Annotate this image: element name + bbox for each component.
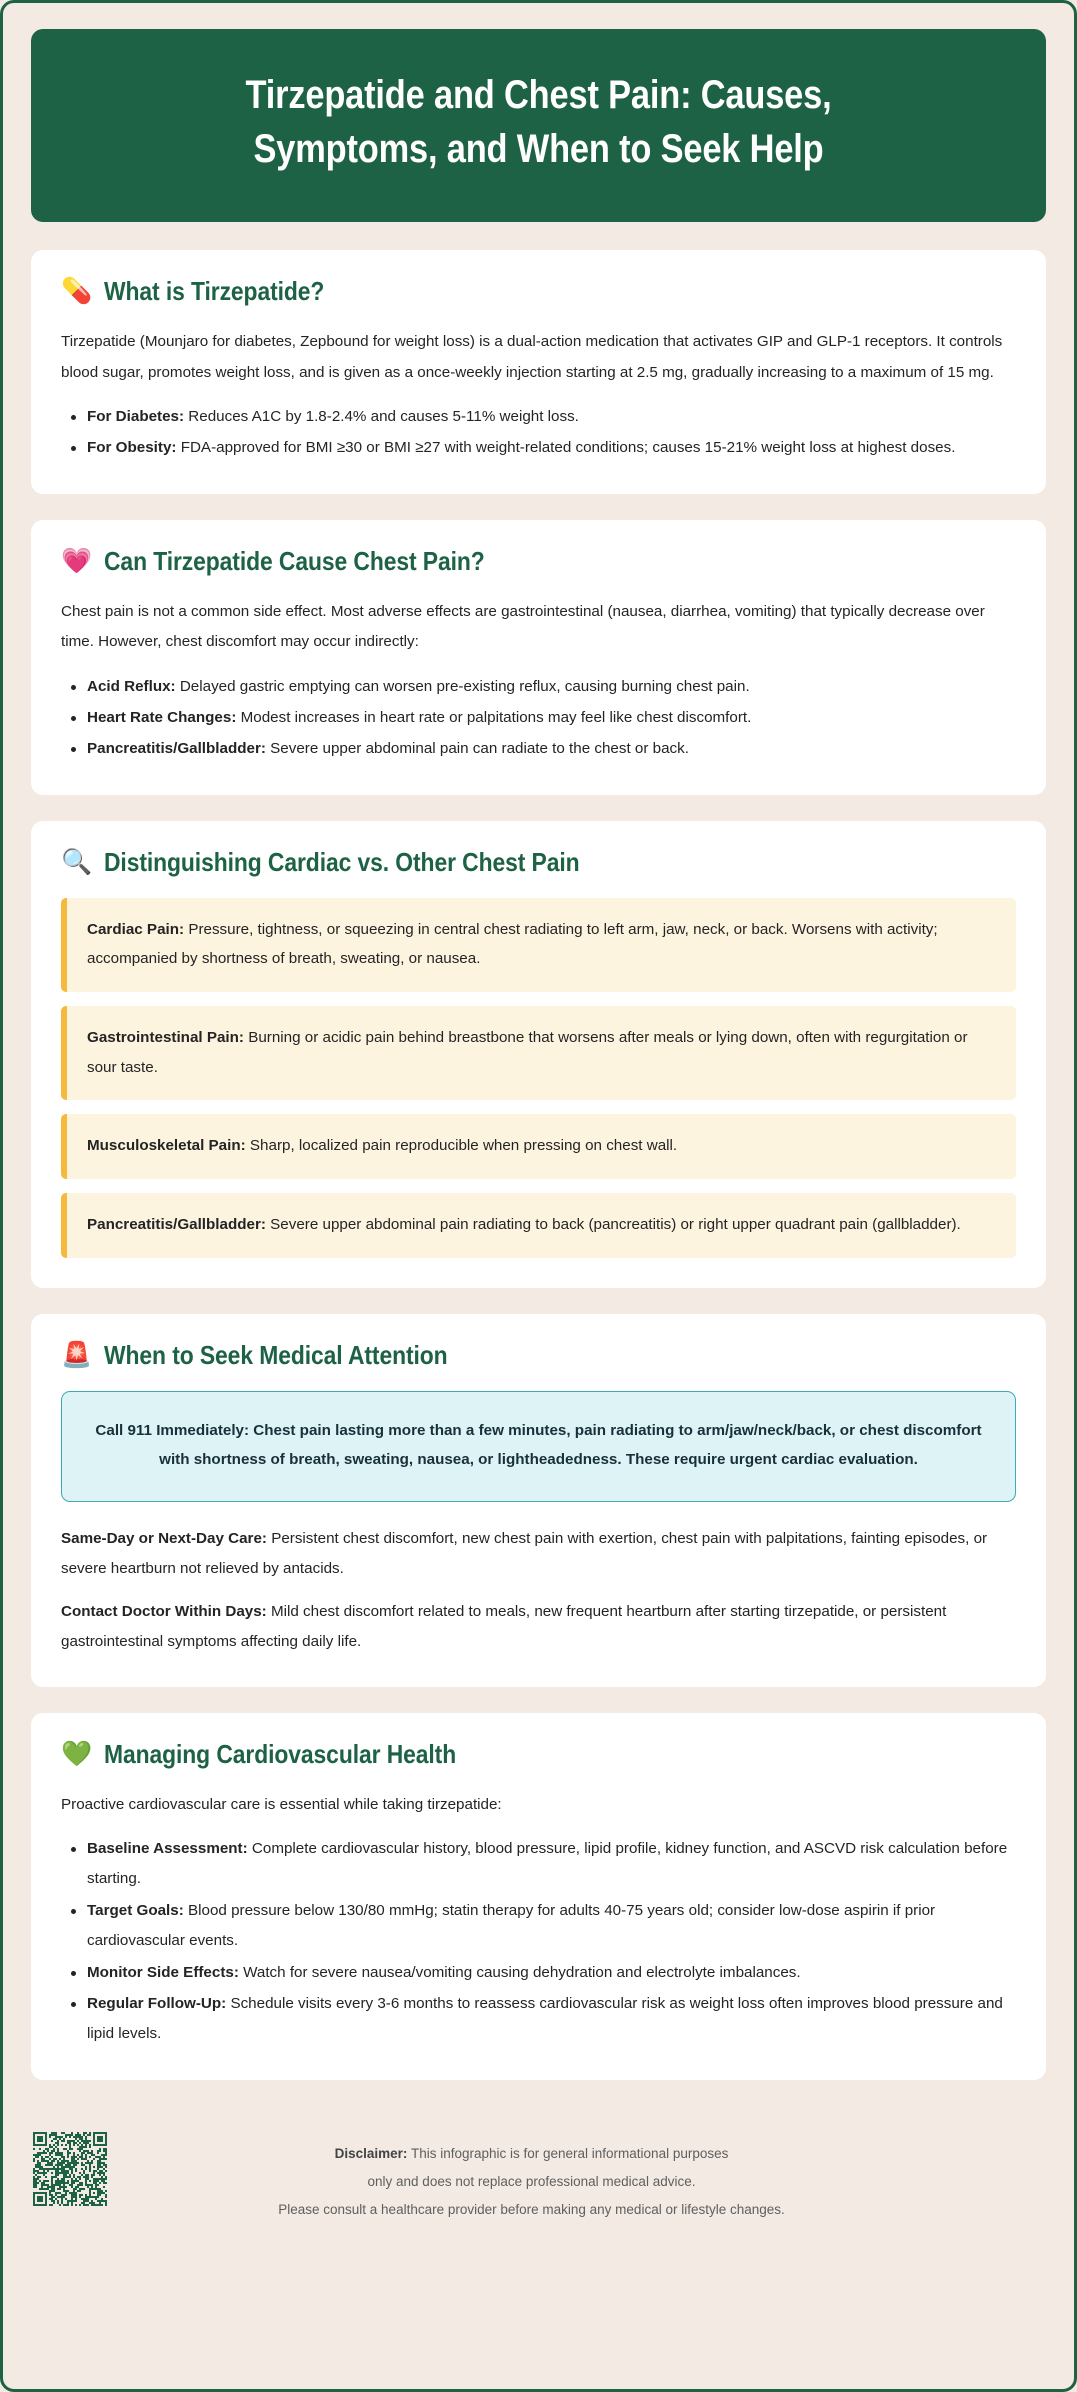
disclaimer-text-1: This infographic is for general informational purposes: [407, 2145, 729, 2161]
footer: [31, 2106, 1046, 2251]
bullet-label: For Obesity:: [87, 439, 177, 457]
list-item: [87, 703, 1016, 733]
bullet-label: Heart Rate Changes:: [87, 709, 237, 727]
qr-code[interactable]: [33, 2132, 107, 2206]
bullet-text: Schedule visits every 3-6 months to reassess cardiovascular risk as weight loss often improves blood pressure and lipid levels.: [87, 1994, 1003, 2043]
section-paragraph: Proactive cardiovascular care is essential while taking tirzepatide:: [61, 1795, 502, 1813]
pain-type-label: Gastrointestinal Pain:: [87, 1029, 244, 1047]
care-note-text: Persistent chest discomfort, new chest pain with exertion, chest pain with palpitations, fainting episodes, or severe heartburn not relieved by antacids.: [61, 1529, 988, 1577]
section-header: [61, 546, 1016, 577]
emergency-alert-text: Call 911 Immediately: Chest pain lasting more than a few minutes, pain radiating to arm/jaw/neck/back, or chest discomfort with shortness of breath, sweating, nausea, or lightheadedness. These require urgent cardiac evaluation.: [95, 1421, 982, 1469]
bullet-label: Baseline Assessment:: [87, 1839, 248, 1857]
pain-type-label: Pancreatitis/Gallbladder:: [87, 1216, 266, 1234]
section-header: [61, 847, 1016, 878]
section-title: Distinguishing Cardiac vs. Other Chest Pain: [104, 846, 580, 877]
pain-type-text: [87, 1023, 994, 1082]
section-can-cause-chest-pain: [31, 520, 1046, 795]
pain-type-text: [87, 1210, 994, 1240]
list-item: [87, 402, 1016, 432]
emergency-light-icon: 🚨: [61, 1340, 93, 1369]
page-title: Tirzepatide and Chest Pain: Causes, Symptoms, and When to Seek Help: [245, 73, 832, 171]
bullet-label: Regular Follow-Up:: [87, 1994, 227, 2012]
bullet-list: [61, 1834, 1016, 2050]
list-item: [87, 672, 1016, 702]
list-item: [87, 1896, 1016, 1957]
section-when-to-seek-help: [31, 1314, 1046, 1687]
section-managing-cardiovascular-health: [31, 1713, 1046, 2080]
pain-type-label: Cardiac Pain:: [87, 920, 185, 938]
disclaimer-line-3: Please consult a healthcare provider before making any medical or lifestyle changes.: [278, 2202, 785, 2218]
care-note-label: Same-Day or Next-Day Care:: [61, 1529, 267, 1547]
bullet-text: Watch for severe nausea/vomiting causing dehydration and electrolyte imbalances.: [243, 1963, 801, 1981]
bullet-text: Blood pressure below 130/80 mmHg; statin therapy for adults 40-75 years old; consider low-dose aspirin if prior cardiovascular events.: [87, 1901, 936, 1950]
list-item: [87, 734, 1016, 764]
bullet-label: Pancreatitis/Gallbladder:: [87, 740, 266, 758]
green-heart-icon: 💚: [61, 1739, 93, 1768]
bullet-label: Target Goals:: [87, 1901, 184, 1919]
section-title: Can Tirzepatide Cause Chest Pain?: [104, 545, 485, 576]
section-paragraph: Chest pain is not a common side effect. Most adverse effects are gastrointestinal (nausea, diarrhea, vomiting) that typically decrease over time. However, chest discomfort may occur indirectly:: [61, 602, 985, 651]
section-header: [61, 1340, 1016, 1371]
pain-type-card: [61, 1114, 1016, 1179]
pain-type-description: Burning or acidic pain behind breastbone that worsens after meals or lying down, often with regurgitation or sour taste.: [87, 1029, 968, 1076]
bullet-text: Complete cardiovascular history, blood pressure, lipid profile, kidney function, and ASCVD risk calculation before starting.: [87, 1839, 1008, 1888]
section-paragraph: Tirzepatide (Mounjaro for diabetes, Zepbound for weight loss) is a dual-action medication that activates GIP and GLP-1 receptors. It controls blood sugar, promotes weight loss, and is given as a once-weekly injection starting at 2.5 mg, gradually increasing to a maximum of 15 mg.: [61, 333, 1003, 381]
bullet-text: Delayed gastric emptying can worsen pre-existing reflux, causing burning chest pain.: [179, 677, 750, 695]
disclaimer-line-1: [107, 2144, 956, 2164]
emergency-alert-box: [61, 1391, 1016, 1502]
bullet-list: [61, 672, 1016, 765]
pain-type-text: [87, 1131, 994, 1161]
list-item: [87, 1834, 1016, 1895]
pain-type-description: Severe upper abdominal pain radiating to back (pancreatitis) or right upper quadrant pain (gallbladder).: [270, 1216, 961, 1234]
pain-type-card: [61, 1193, 1016, 1258]
section-title: Managing Cardiovascular Health: [104, 1738, 457, 1769]
care-note: [61, 1524, 1016, 1583]
magnifying-glass-icon: 🔍: [61, 847, 93, 876]
bullet-text: Reduces A1C by 1.8-2.4% and causes 5-11% weight loss.: [188, 408, 579, 425]
heart-icon: 💗: [61, 546, 93, 575]
pain-type-text: [87, 915, 994, 974]
list-item: [87, 1989, 1016, 2050]
hero-banner: [31, 29, 1046, 222]
section-title: What is Tirzepatide?: [104, 276, 325, 307]
section-what-is-tirzepatide: [31, 250, 1046, 494]
care-note-text: Mild chest discomfort related to meals, new frequent heartburn after starting tirzepatide, or persistent gastrointestinal symptoms affecting daily life.: [61, 1603, 947, 1650]
disclaimer-label: Disclaimer:: [334, 2145, 408, 2161]
bullet-label: Monitor Side Effects:: [87, 1963, 239, 1981]
bullet-list: [61, 402, 1016, 464]
list-item: [87, 433, 1016, 463]
pain-type-card: [61, 898, 1016, 992]
section-header: [61, 1739, 1016, 1770]
pill-icon: 💊: [61, 277, 93, 306]
bullet-label: For Diabetes:: [87, 408, 185, 425]
disclaimer-line-2: only and does not replace professional medical advice.: [367, 2174, 696, 2190]
care-note-label: Contact Doctor Within Days:: [61, 1603, 267, 1621]
bullet-text: FDA-approved for BMI ≥30 or BMI ≥27 with weight-related conditions; causes 15-21% weight loss at highest doses.: [180, 439, 956, 457]
bullet-label: Acid Reflux:: [87, 677, 176, 695]
bullet-text: Modest increases in heart rate or palpitations may feel like chest discomfort.: [240, 709, 752, 727]
pain-type-description: Sharp, localized pain reproducible when pressing on chest wall.: [249, 1137, 678, 1155]
list-item: [87, 1958, 1016, 1988]
pain-type-label: Musculoskeletal Pain:: [87, 1137, 246, 1155]
section-distinguishing-chest-pain: [31, 821, 1046, 1288]
section-header: [61, 276, 1016, 307]
pain-type-description: Pressure, tightness, or squeezing in central chest radiating to left arm, jaw, neck, or back. Worsens with activity; accompanied by shortness of breath, sweating, or nausea.: [87, 920, 938, 968]
disclaimer-block: [107, 2128, 1036, 2221]
bullet-text: Severe upper abdominal pain can radiate to the chest or back.: [270, 740, 689, 758]
care-note: [61, 1597, 1016, 1656]
pain-type-card: [61, 1006, 1016, 1100]
section-title: When to Seek Medical Attention: [104, 1339, 448, 1370]
